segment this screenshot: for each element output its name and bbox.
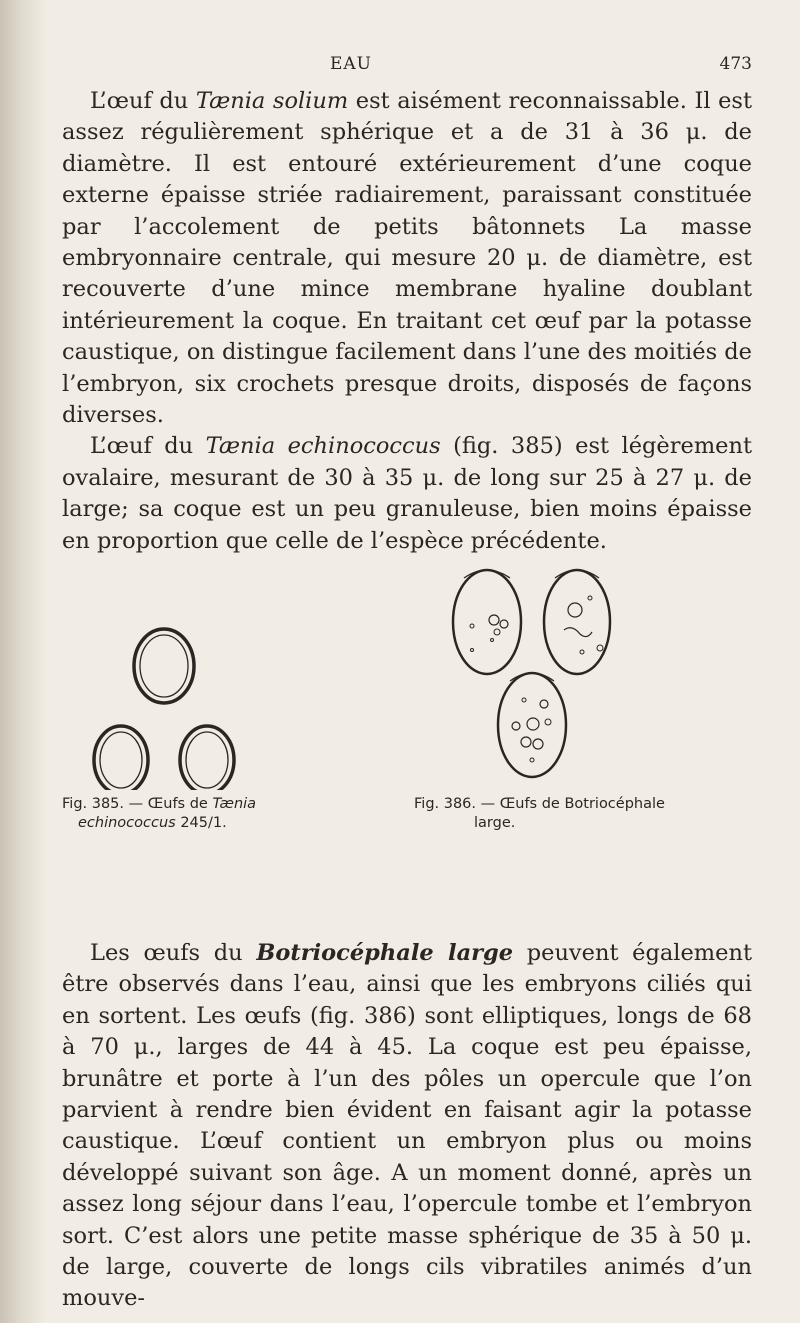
running-head	[62, 54, 752, 78]
text-block-top	[62, 86, 752, 557]
book-gutter-shadow	[0, 0, 46, 1323]
paragraph-taenia-solium: L’œuf du Tænia solium est aisément reconnaissable. Il est assez régulièrement sphérique et a de 31 à 36 μ. de diamètre. Il est entouré extérieurement d’une coque externe épaisse striée radiairement, paraissant constituée par l’accolement de petits bâtonnets La masse embryonnaire centrale, qui mesure 20 μ. de diamètre, est recouverte d’une mince membrane hyaline doublant intérieurement la coque. En traitant cet œuf par la potasse caustique, on distingue facilement dans l’une des moitiés de l’embryon, six crochets presque droits, disposés de façons diverses.	[62, 88, 753, 429]
figure-386-caption: Fig. 386. — Œufs de Botriocéphale large.	[414, 796, 665, 831]
figure-386-illustration	[412, 540, 702, 790]
page-number: 473	[719, 54, 752, 74]
species-name: Tænia echinococcus	[205, 433, 441, 460]
paragraph-taenia-echinococcus: L’œuf du Tænia echinococcus (fig. 385) est légèrement ovalaire, mesurant de 30 à 35 μ. de long sur 25 à 27 μ. de large; sa coque est un peu granuleuse, bien moins épaisse en proportion que celle de l’espèce précédente.	[62, 433, 752, 554]
paragraph-botriocephale: Les œufs du Botriocéphale large peuvent également être observés dans l’eau, ainsi que les embryons ciliés qui en sortent. Les œufs (fig. 386) sont elliptiques, longs de 68 à 70 μ., larges de 44 à 45. La coque est peu épaisse, brunâtre et porte à l’un des pôles un opercule que l’on parvient à rendre bien évident en faisant agir la potasse caustique. L’œuf contient un embryon plus ou moins développé suivant son âge. A un moment donné, après un assez long séjour dans l’eau, l’opercule tombe et l’embryon sort. C’est alors une petite masse sphérique de 35 à 50 μ. de large, couverte de longs cils vibratiles animés d’un mouve-	[62, 940, 752, 1312]
text-block-bottom	[62, 938, 752, 1315]
figure-385-illustration	[62, 540, 362, 790]
figures-area	[62, 540, 752, 830]
running-head-title: EAU	[330, 54, 373, 74]
species-name: Tænia solium	[195, 88, 349, 114]
figure-385-caption: Fig. 385. — Œufs de Tænia echinococcus 245/1.	[62, 796, 257, 831]
species-name: Botriocéphale large	[256, 940, 514, 966]
